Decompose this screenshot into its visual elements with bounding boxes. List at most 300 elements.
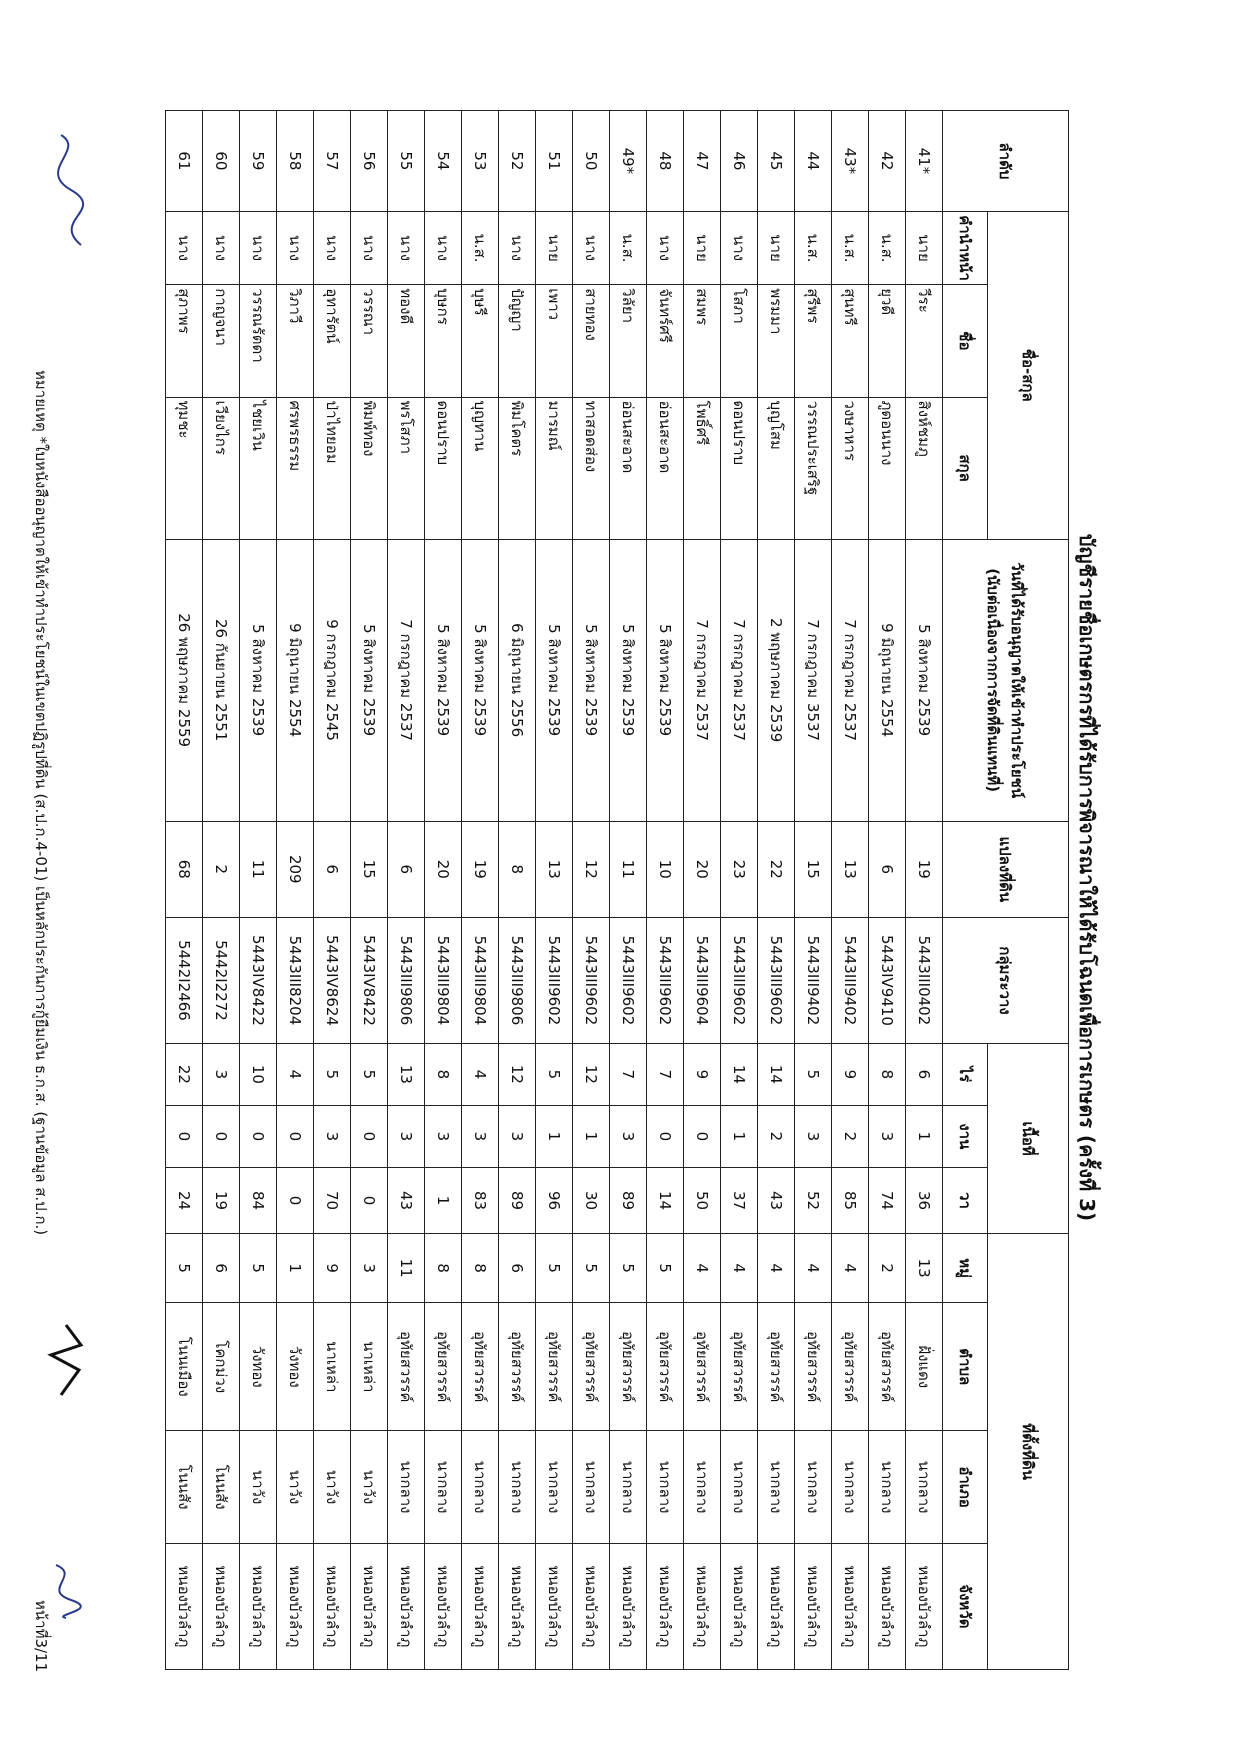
cell-sheet: 5443III9804 xyxy=(462,917,499,1043)
cell-moo: 13 xyxy=(906,1234,943,1303)
cell-moo: 6 xyxy=(499,1234,536,1303)
cell-amphoe: นาวัง xyxy=(351,1431,388,1543)
cell-ngan: 1 xyxy=(721,1105,758,1167)
cell-last: อ่อนสะอาด xyxy=(610,397,647,539)
cell-sheet: 5443III8204 xyxy=(277,917,314,1043)
cell-ngan: 0 xyxy=(166,1105,203,1167)
cell-moo: 5 xyxy=(610,1234,647,1303)
cell-last: พิมโคตร xyxy=(499,397,536,539)
cell-wa: 43 xyxy=(388,1167,425,1234)
cell-no: 46 xyxy=(721,111,758,212)
cell-date: 26 กันยายน 2551 xyxy=(203,539,240,821)
cell-wa: 30 xyxy=(573,1167,610,1234)
cell-first: สุรีพร xyxy=(795,285,832,397)
table-row xyxy=(425,111,462,1670)
cell-first: เพาว xyxy=(536,285,573,397)
cell-rai: 7 xyxy=(647,1044,684,1106)
cell-first: พรมมา xyxy=(758,285,795,397)
cell-tambon: อุทัยสวรรค์ xyxy=(462,1303,499,1431)
cell-rai: 4 xyxy=(277,1044,314,1106)
cell-first: จันทร์ศรี xyxy=(647,285,684,397)
cell-sheet: 5443III9806 xyxy=(499,917,536,1043)
cell-no: 59 xyxy=(240,111,277,212)
cell-province: หนองบัวลำภู xyxy=(832,1543,869,1669)
cell-no: 42 xyxy=(869,111,906,212)
cell-moo: 5 xyxy=(647,1234,684,1303)
cell-wa: 1 xyxy=(425,1167,462,1234)
cell-wa: 36 xyxy=(906,1167,943,1234)
cell-no: 57 xyxy=(314,111,351,212)
cell-tambon: ฝั่งแดง xyxy=(906,1303,943,1431)
table-row xyxy=(610,111,647,1670)
cell-parcel: 6 xyxy=(869,821,906,917)
cell-prefix: น.ส. xyxy=(795,211,832,284)
cell-amphoe: นากลาง xyxy=(499,1431,536,1543)
cell-sheet: 5443III0402 xyxy=(906,917,943,1043)
cell-wa: 24 xyxy=(166,1167,203,1234)
cell-rai: 9 xyxy=(684,1044,721,1106)
cell-amphoe: นากลาง xyxy=(795,1431,832,1543)
cell-first: สายทอง xyxy=(573,285,610,397)
table-row xyxy=(869,111,906,1670)
header-permit-date: วันที่ได้รับอนุญาตให้เข้าทำประโยชน์ (นับต่อเนื่องจากการจัดที่ดินแทนที่) xyxy=(943,539,1069,821)
cell-last: ป่าไทยอม xyxy=(314,397,351,539)
cell-last: ไชยเวิน xyxy=(240,397,277,539)
cell-province: หนองบัวลำภู xyxy=(536,1543,573,1669)
header-amphoe: อำเภอ xyxy=(943,1431,988,1543)
cell-no: 52 xyxy=(499,111,536,212)
cell-tambon: โคกม่วง xyxy=(203,1303,240,1431)
table-row xyxy=(351,111,388,1670)
table-row xyxy=(795,111,832,1670)
cell-rai: 5 xyxy=(351,1044,388,1106)
cell-first: วีระ xyxy=(906,285,943,397)
cell-last: ทาสอดส่อง xyxy=(573,397,610,539)
cell-parcel: 13 xyxy=(536,821,573,917)
header-first-name: ชื่อ xyxy=(943,285,988,397)
cell-ngan: 3 xyxy=(388,1105,425,1167)
cell-last: ศรพรธรรม xyxy=(277,397,314,539)
cell-parcel: 68 xyxy=(166,821,203,917)
cell-no: 48 xyxy=(647,111,684,212)
cell-prefix: นาง xyxy=(425,211,462,284)
cell-no: 53 xyxy=(462,111,499,212)
cell-date: 2 พฤษภาคม 2539 xyxy=(758,539,795,821)
header-parcel: แปลงที่ดิน xyxy=(943,821,1069,917)
table-row xyxy=(203,111,240,1670)
cell-moo: 9 xyxy=(314,1234,351,1303)
cell-ngan: 3 xyxy=(499,1105,536,1167)
cell-prefix: นาย xyxy=(906,211,943,284)
cell-parcel: 23 xyxy=(721,821,758,917)
cell-prefix: นาง xyxy=(499,211,536,284)
header-location-group: ที่ตั้งที่ดิน xyxy=(988,1234,1069,1670)
cell-province: หนองบัวลำภู xyxy=(610,1543,647,1669)
cell-tambon: อุทัยสวรรค์ xyxy=(573,1303,610,1431)
cell-date: 9 มิถุนายน 2554 xyxy=(277,539,314,821)
cell-rai: 12 xyxy=(573,1044,610,1106)
cell-tambon: อุทัยสวรรค์ xyxy=(684,1303,721,1431)
cell-amphoe: นาวัง xyxy=(314,1431,351,1543)
cell-no: 44 xyxy=(795,111,832,212)
cell-ngan: 0 xyxy=(277,1105,314,1167)
table-row xyxy=(647,111,684,1670)
cell-last: วรรณประเสริฐ xyxy=(795,397,832,539)
cell-moo: 3 xyxy=(351,1234,388,1303)
cell-tambon: อุทัยสวรรค์ xyxy=(388,1303,425,1431)
cell-parcel: 20 xyxy=(684,821,721,917)
cell-moo: 4 xyxy=(795,1234,832,1303)
cell-parcel: 209 xyxy=(277,821,314,917)
cell-first: บุษรี xyxy=(462,285,499,397)
cell-last: ดอนปราบ xyxy=(721,397,758,539)
cell-no: 54 xyxy=(425,111,462,212)
cell-amphoe: นากลาง xyxy=(573,1431,610,1543)
cell-ngan: 1 xyxy=(906,1105,943,1167)
cell-province: หนองบัวลำภู xyxy=(647,1543,684,1669)
cell-sheet: 5443III9806 xyxy=(388,917,425,1043)
cell-no: 55 xyxy=(388,111,425,212)
cell-moo: 4 xyxy=(758,1234,795,1303)
cell-parcel: 20 xyxy=(425,821,462,917)
cell-prefix: นาง xyxy=(166,211,203,284)
cell-sheet: 5443III9604 xyxy=(684,917,721,1043)
cell-parcel: 15 xyxy=(795,821,832,917)
cell-province: หนองบัวลำภู xyxy=(203,1543,240,1669)
cell-prefix: นาย xyxy=(684,211,721,284)
cell-amphoe: นากลาง xyxy=(832,1431,869,1543)
cell-first: ทองดี xyxy=(388,285,425,397)
cell-prefix: นาง xyxy=(203,211,240,284)
cell-tambon: อุทัยสวรรค์ xyxy=(425,1303,462,1431)
signature-mark-middle xyxy=(41,1320,91,1400)
cell-wa: 43 xyxy=(758,1167,795,1234)
table-row xyxy=(832,111,869,1670)
cell-sheet: 5443IV8624 xyxy=(314,917,351,1043)
cell-tambon: วังทอง xyxy=(240,1303,277,1431)
cell-wa: 84 xyxy=(240,1167,277,1234)
cell-province: หนองบัวลำภู xyxy=(499,1543,536,1669)
cell-sheet: 5443III9602 xyxy=(573,917,610,1043)
cell-rai: 13 xyxy=(388,1044,425,1106)
cell-date: 7 กรกฎาคม 2537 xyxy=(721,539,758,821)
cell-ngan: 2 xyxy=(758,1105,795,1167)
cell-rai: 12 xyxy=(499,1044,536,1106)
cell-moo: 5 xyxy=(240,1234,277,1303)
cell-prefix: น.ส. xyxy=(610,211,647,284)
cell-no: 50 xyxy=(573,111,610,212)
cell-prefix: นาง xyxy=(314,211,351,284)
cell-moo: 2 xyxy=(869,1234,906,1303)
cell-wa: 96 xyxy=(536,1167,573,1234)
cell-province: หนองบัวลำภู xyxy=(573,1543,610,1669)
cell-moo: 6 xyxy=(203,1234,240,1303)
cell-rai: 8 xyxy=(869,1044,906,1106)
cell-tambon: อุทัยสวรรค์ xyxy=(499,1303,536,1431)
cell-first: บุษกร xyxy=(425,285,462,397)
cell-ngan: 3 xyxy=(425,1105,462,1167)
cell-date: 5 สิงหาคม 2539 xyxy=(610,539,647,821)
cell-sheet: 5443III9402 xyxy=(795,917,832,1043)
cell-no: 47 xyxy=(684,111,721,212)
header-area-group: เนื้อที่ xyxy=(988,1044,1069,1234)
cell-wa: 52 xyxy=(795,1167,832,1234)
cell-date: 5 สิงหาคม 2539 xyxy=(425,539,462,821)
table-row xyxy=(388,111,425,1670)
cell-tambon: อุทัยสวรรค์ xyxy=(795,1303,832,1431)
cell-prefix: น.ส. xyxy=(832,211,869,284)
cell-rai: 10 xyxy=(240,1044,277,1106)
cell-sheet: 5443III9602 xyxy=(647,917,684,1043)
signature-stroke-left xyxy=(31,130,91,250)
table-row xyxy=(166,111,203,1670)
cell-amphoe: นากลาง xyxy=(388,1431,425,1543)
document-title: บัญชีรายชื่อเกษตรกรที่ได้รับการพิจารณาให้ได้รับโฉนดเพื่อการเกษตร (ครั้งที่ 3) xyxy=(1075,533,1099,1222)
cell-prefix: นาง xyxy=(277,211,314,284)
cell-sheet: 5443IV8422 xyxy=(240,917,277,1043)
signature-mark-right xyxy=(36,1560,86,1620)
cell-prefix: น.ส. xyxy=(869,211,906,284)
cell-prefix: น.ส. xyxy=(462,211,499,284)
cell-no: 61 xyxy=(166,111,203,212)
cell-date: 9 มิถุนายน 2554 xyxy=(869,539,906,821)
cell-last: บุญโสม xyxy=(758,397,795,539)
cell-date: 9 กรกฎาคม 2545 xyxy=(314,539,351,821)
cell-prefix: นาง xyxy=(388,211,425,284)
cell-sheet: 5443III9402 xyxy=(832,917,869,1043)
cell-sheet: 5443III9804 xyxy=(425,917,462,1043)
cell-sheet: 5442I2466 xyxy=(166,917,203,1043)
cell-province: หนองบัวลำภู xyxy=(684,1543,721,1669)
cell-amphoe: นากลาง xyxy=(425,1431,462,1543)
cell-last: อ่อนสะอาด xyxy=(647,397,684,539)
cell-wa: 14 xyxy=(647,1167,684,1234)
cell-tambon: นาเหล่า xyxy=(314,1303,351,1431)
cell-last: โพธิ์ศรี xyxy=(684,397,721,539)
cell-moo: 8 xyxy=(462,1234,499,1303)
cell-amphoe: นากลาง xyxy=(610,1431,647,1543)
cell-prefix: นาง xyxy=(240,211,277,284)
cell-ngan: 3 xyxy=(610,1105,647,1167)
cell-no: 45 xyxy=(758,111,795,212)
header-wa: วา xyxy=(943,1167,988,1234)
table-row xyxy=(277,111,314,1670)
cell-no: 58 xyxy=(277,111,314,212)
cell-last: มารมณ์ xyxy=(536,397,573,539)
cell-date: 7 กรกฎาคม 2537 xyxy=(388,539,425,821)
header-moo: หมู่ xyxy=(943,1234,988,1303)
cell-tambon: อุทัยสวรรค์ xyxy=(758,1303,795,1431)
cell-amphoe: นากลาง xyxy=(758,1431,795,1543)
cell-amphoe: นากลาง xyxy=(647,1431,684,1543)
cell-no: 60 xyxy=(203,111,240,212)
cell-ngan: 1 xyxy=(573,1105,610,1167)
header-name-group: ชื่อ-สกุล xyxy=(988,211,1069,539)
table-row xyxy=(758,111,795,1670)
cell-province: หนองบัวลำภู xyxy=(869,1543,906,1669)
cell-parcel: 19 xyxy=(462,821,499,917)
cell-last: วงษาหาร xyxy=(832,397,869,539)
cell-rai: 14 xyxy=(721,1044,758,1106)
cell-date: 5 สิงหาคม 2539 xyxy=(240,539,277,821)
cell-tambon: อุทัยสวรรค์ xyxy=(647,1303,684,1431)
cell-tambon: อุทัยสวรรค์ xyxy=(869,1303,906,1431)
cell-amphoe: โนนสัง xyxy=(203,1431,240,1543)
cell-no: 56 xyxy=(351,111,388,212)
cell-first: วิลัยา xyxy=(610,285,647,397)
cell-ngan: 3 xyxy=(462,1105,499,1167)
cell-parcel: 22 xyxy=(758,821,795,917)
cell-prefix: นาง xyxy=(721,211,758,284)
cell-parcel: 8 xyxy=(499,821,536,917)
cell-parcel: 12 xyxy=(573,821,610,917)
table-row xyxy=(573,111,610,1670)
cell-wa: 0 xyxy=(351,1167,388,1234)
cell-first: ปัญญา xyxy=(499,285,536,397)
header-surname: สกุล xyxy=(943,397,988,539)
header-rai: ไร่ xyxy=(943,1044,988,1106)
table-row xyxy=(536,111,573,1670)
cell-ngan: 2 xyxy=(832,1105,869,1167)
cell-rai: 22 xyxy=(166,1044,203,1106)
cell-date: 5 สิงหาคม 2539 xyxy=(351,539,388,821)
cell-province: หนองบัวลำภู xyxy=(795,1543,832,1669)
cell-wa: 74 xyxy=(869,1167,906,1234)
cell-prefix: นาย xyxy=(536,211,573,284)
cell-parcel: 11 xyxy=(610,821,647,917)
table-row xyxy=(721,111,758,1670)
cell-date: 5 สิงหาคม 2539 xyxy=(906,539,943,821)
cell-ngan: 3 xyxy=(869,1105,906,1167)
cell-date: 7 กรกฎาคม 2537 xyxy=(832,539,869,821)
cell-tambon: อุทัยสวรรค์ xyxy=(610,1303,647,1431)
cell-first: วรรณรัตดา xyxy=(240,285,277,397)
cell-wa: 19 xyxy=(203,1167,240,1234)
cell-first: วิภาวี xyxy=(277,285,314,397)
cell-last: ทุมชะ xyxy=(166,397,203,539)
cell-rai: 6 xyxy=(906,1044,943,1106)
cell-sheet: 5443IV9410 xyxy=(869,917,906,1043)
cell-wa: 89 xyxy=(499,1167,536,1234)
cell-province: หนองบัวลำภู xyxy=(462,1543,499,1669)
cell-tambon: อุทัยสวรรค์ xyxy=(721,1303,758,1431)
cell-parcel: 19 xyxy=(906,821,943,917)
cell-moo: 1 xyxy=(277,1234,314,1303)
cell-date: 5 สิงหาคม 2539 xyxy=(536,539,573,821)
cell-ngan: 0 xyxy=(351,1105,388,1167)
cell-rai: 5 xyxy=(795,1044,832,1106)
cell-prefix: นาง xyxy=(647,211,684,284)
cell-ngan: 0 xyxy=(203,1105,240,1167)
cell-amphoe: นากลาง xyxy=(869,1431,906,1543)
cell-ngan: 3 xyxy=(314,1105,351,1167)
cell-wa: 37 xyxy=(721,1167,758,1234)
cell-moo: 11 xyxy=(388,1234,425,1303)
cell-ngan: 3 xyxy=(795,1105,832,1167)
cell-first: โสภา xyxy=(721,285,758,397)
cell-date: 7 กรกฎาคม 2537 xyxy=(684,539,721,821)
cell-amphoe: นากลาง xyxy=(684,1431,721,1543)
cell-prefix: นาง xyxy=(351,211,388,284)
cell-sheet: 5443IV8422 xyxy=(351,917,388,1043)
cell-last: พิมพ์ทอง xyxy=(351,397,388,539)
cell-rai: 3 xyxy=(203,1044,240,1106)
cell-amphoe: นากลาง xyxy=(906,1431,943,1543)
cell-province: หนองบัวลำภู xyxy=(351,1543,388,1669)
cell-last: สิงห์ชมภู xyxy=(906,397,943,539)
cell-first: ยุวดี xyxy=(869,285,906,397)
cell-ngan: 1 xyxy=(536,1105,573,1167)
cell-date: 5 สิงหาคม 2539 xyxy=(647,539,684,821)
header-tambon: ตำบล xyxy=(943,1303,988,1431)
cell-sheet: 5443III9602 xyxy=(721,917,758,1043)
cell-amphoe: นาวัง xyxy=(240,1431,277,1543)
cell-no: 41* xyxy=(906,111,943,212)
cell-province: หนองบัวลำภู xyxy=(425,1543,462,1669)
cell-parcel: 15 xyxy=(351,821,388,917)
cell-amphoe: โนนสัง xyxy=(166,1431,203,1543)
cell-amphoe: นากลาง xyxy=(721,1431,758,1543)
cell-no: 51 xyxy=(536,111,573,212)
cell-province: หนองบัวลำภู xyxy=(240,1543,277,1669)
header-sheet: กลุ่มระวาง xyxy=(943,917,1069,1043)
table-row xyxy=(906,111,943,1670)
cell-moo: 4 xyxy=(832,1234,869,1303)
cell-sheet: 5443III9602 xyxy=(536,917,573,1043)
cell-rai: 5 xyxy=(536,1044,573,1106)
cell-wa: 85 xyxy=(832,1167,869,1234)
cell-tambon: อุทัยสวรรค์ xyxy=(832,1303,869,1431)
header-order: ลำดับ xyxy=(943,111,1069,212)
cell-amphoe: นากลาง xyxy=(536,1431,573,1543)
cell-first: สมพร xyxy=(684,285,721,397)
header-ngan: งาน xyxy=(943,1105,988,1167)
cell-ngan: 0 xyxy=(684,1105,721,1167)
cell-last: เวียงไกร xyxy=(203,397,240,539)
cell-wa: 70 xyxy=(314,1167,351,1234)
cell-tambon: อุทัยสวรรค์ xyxy=(536,1303,573,1431)
cell-prefix: นาย xyxy=(758,211,795,284)
cell-rai: 5 xyxy=(314,1044,351,1106)
cell-parcel: 6 xyxy=(314,821,351,917)
cell-tambon: โนนเมือง xyxy=(166,1303,203,1431)
cell-moo: 4 xyxy=(684,1234,721,1303)
cell-tambon: นาเหล่า xyxy=(351,1303,388,1431)
cell-moo: 8 xyxy=(425,1234,462,1303)
table-row xyxy=(314,111,351,1670)
cell-wa: 83 xyxy=(462,1167,499,1234)
cell-first: วรรณา xyxy=(351,285,388,397)
cell-parcel: 11 xyxy=(240,821,277,917)
cell-wa: 89 xyxy=(610,1167,647,1234)
table-body xyxy=(166,111,943,1670)
table-row xyxy=(499,111,536,1670)
cell-date: 5 สิงหาคม 2539 xyxy=(462,539,499,821)
cell-first: อุทารัตน์ xyxy=(314,285,351,397)
cell-amphoe: นากลาง xyxy=(462,1431,499,1543)
cell-province: หนองบัวลำภู xyxy=(906,1543,943,1669)
cell-tambon: วังทอง xyxy=(277,1303,314,1431)
cell-rai: 14 xyxy=(758,1044,795,1106)
footnote: หมายเหตุ *ใบหนังสืออนุญาตให้เข้าทำประโยชน์ในเขตปฏิรูปที่ดิน (ส.ป.ก.4-01) เป็นหลักประกันการกู้ยืมเงิน ธ.ก.ส. (ฐานข้อมูล ส.ป.ก.) xyxy=(32,370,50,1236)
table-row xyxy=(462,111,499,1670)
cell-sheet: 5443III9602 xyxy=(758,917,795,1043)
cell-date: 7 กรกฎาคม 3537 xyxy=(795,539,832,821)
farmer-list-table xyxy=(165,110,1069,1670)
page-number: หน้าที่3/11 xyxy=(32,1600,50,1673)
header-prefix: คำนำหน้า xyxy=(943,211,988,284)
cell-wa: 0 xyxy=(277,1167,314,1234)
